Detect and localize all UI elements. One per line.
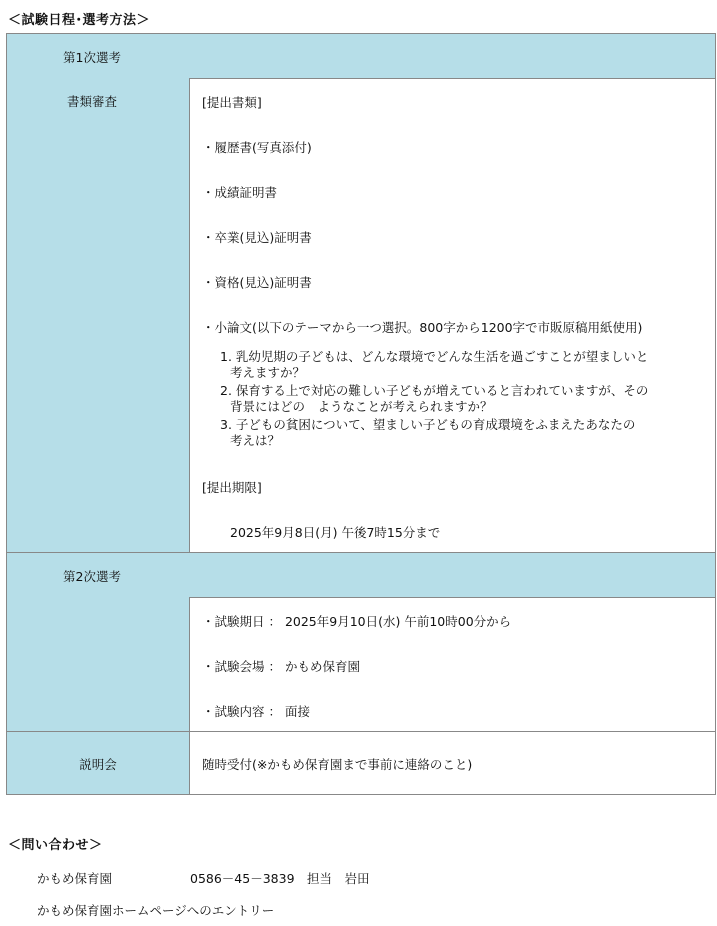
essay-theme-1-cont: 考えますか？: [230, 365, 306, 380]
doc-review-label-cell: [7, 78, 189, 552]
contact-phone: 0586－45－3839 担当 岩田: [190, 871, 370, 886]
essay-theme-2: 2. 保育する上で対応の難しい子どもが増えていると言われていますが、その: [220, 383, 649, 398]
exam-date: ・試験期日 ： 2025年9月10日(水) 午前10時00分から: [202, 614, 512, 629]
essay-theme-1: 1. 乳幼児期の子どもは、どんな環境でどんな生活を過ごすことが望ましいと: [220, 349, 649, 364]
doc-review-content: [189, 78, 715, 552]
exam-content: ・試験内容 ： 面接: [202, 704, 310, 719]
stage2-label-cell: [7, 597, 189, 731]
deadline-value: 2025年9月8日(月) 午後7時15分まで: [230, 525, 441, 540]
briefing-label: 説明会: [79, 757, 117, 772]
doc-item-qualification: ・資格(見込)証明書: [202, 275, 312, 290]
stage2-content: [189, 597, 715, 731]
briefing-label-cell: [7, 732, 189, 794]
doc-item-grades: ・成績証明書: [202, 185, 278, 200]
essay-theme-2-cont: 背景にはどの ようなことが考えられますか？: [230, 399, 493, 414]
exam-venue: ・試験会場 ： かもめ保育園: [202, 659, 360, 674]
homepage-entry-link[interactable]: かもめ保育園ホームページへのエントリー: [37, 903, 275, 918]
contact-name: かもめ保育園: [37, 871, 113, 886]
stage2-header: [7, 553, 715, 597]
doc-item-essay: ・小論文(以下のテーマから一つ選択。800字から1200字で市販原稿用紙使用): [202, 320, 643, 335]
briefing-value: 随時受付(※かもめ保育園まで事前に連絡のこと): [202, 757, 473, 772]
deadline-heading: [提出期限]: [202, 480, 262, 495]
briefing-content: [189, 732, 715, 794]
essay-theme-3-cont: 考えは？: [230, 433, 281, 448]
contact-heading: ＜問い合わせ＞: [8, 838, 103, 853]
essay-theme-3: 3. 子どもの貧困について、望ましい子どもの育成環境をふまえたあなたの: [220, 417, 636, 432]
doc-item-graduation: ・卒業(見込)証明書: [202, 230, 312, 245]
stage1-header: [7, 34, 715, 78]
stage2-title: 第2次選考: [63, 569, 121, 584]
doc-item-resume: ・履歴書(写真添付): [202, 140, 312, 155]
stage1-title: 第1次選考: [63, 50, 121, 65]
schedule-heading: ＜試験日程･選考方法＞: [8, 13, 151, 28]
schedule-table: [6, 33, 716, 795]
docs-heading: [提出書類]: [202, 95, 262, 110]
doc-review-label: 書類審査: [67, 94, 118, 109]
